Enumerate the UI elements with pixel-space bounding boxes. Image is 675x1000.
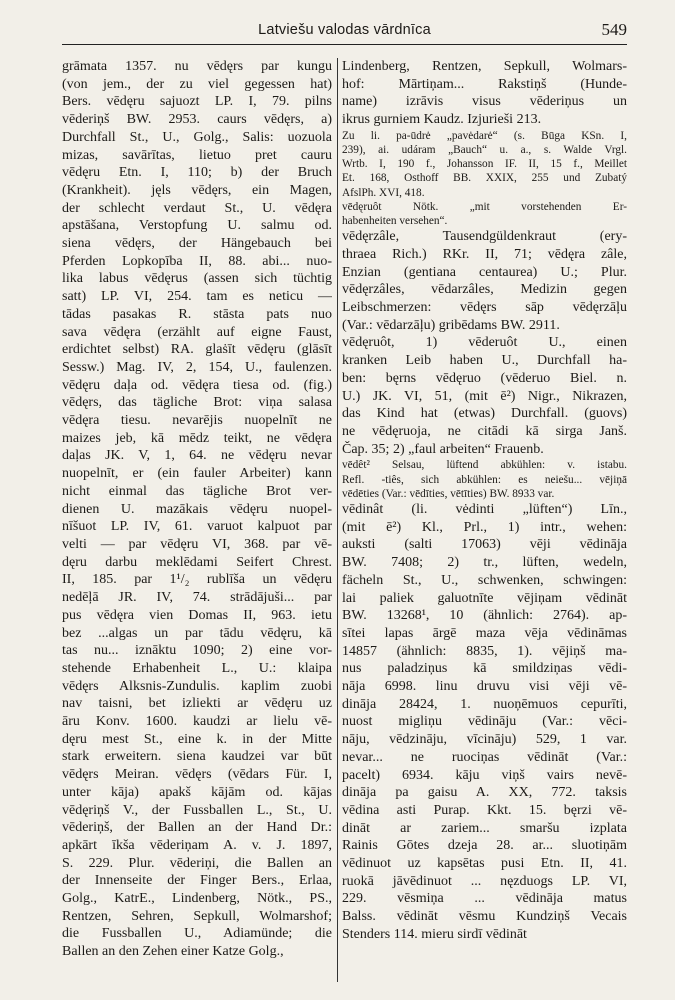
etymology-line: vēdēties (Var.: vēdīties, vētīties) BW. 8933 var. [342,487,555,500]
text-line: sītei lapas ārgē maza vēja vēdināmas [342,625,627,641]
text-line: ben: bęrns vēdęruo (vēderuo Biel. n. [342,370,627,386]
text-line: Balss. vēdināt vēsmu Kundziņš Vecais [342,909,627,925]
text-line: hof: Mārtiņam... Rakstiņš (Hunde- [342,76,627,92]
text-line: sava vēdęra (erzählt auf eigne Faust, [62,324,332,340]
text-line: erdichtet selbst) RA. glaṡīt vēdęru (glāsīt [62,342,332,358]
text-line: vēdinuot uz kapsētas pusi Etn. II, 41. [342,856,627,872]
text-line: ne vēdęruoja, ne citādi kā sirga Janš. [342,423,627,439]
text-line: ruokā jāvēdinuot ... nęzduogs LP. VI, [342,873,627,889]
text-line: Golg., KatrE., Lindenberg, Nötk., PS., [62,891,332,907]
text-line: siena vēdęrs, der Hängebauch bei [62,236,332,252]
text-line: Bers. vēdęru sajuozt LP. I, 79. pilns [62,94,332,110]
etymology-line: vēdęruôt Nötk. „mit vorstehenden Er- [342,200,627,213]
page-header [62,18,627,45]
text-line: mizas, savārītas, lietuo pret cauru [62,147,332,163]
text-line: pus vēdęra vien Domas II, 963. ietu [62,607,332,623]
text-line: vēdinât (li. vėdinti „lüften“) Līn., [342,501,627,517]
text-line: apstāšana, Verstopfung U. salmu od. [62,218,332,234]
text-line: der Innenseite der Finger Bers., Erlaa, [62,873,332,889]
column-divider [337,58,338,982]
text-line: nāja 6998. linu druvu visi vēji vē- [342,679,627,695]
text-line: 229. vēsmiņa ... vēdināja matus [342,891,627,907]
text-line: vēdęrs Alksnis-Zundulis. kaplim zuobi [62,678,332,694]
text-line: dināja pa gaisu A. XX, 772. taksis [342,785,627,801]
text-line: der schlecht verdaut St., U. vēdęra [62,200,332,216]
page-number: 549 [601,20,627,39]
text-line: nevar... ne ruociņas vēdināt (Var.: [342,749,627,765]
text-line: nīšuot LP. IV, 61. varuot kalpuot par [62,519,332,535]
text-line: kranken Leib haben U., Durchfall ha- [342,353,627,369]
text-line: nus paladziņus kā smildziņas vēdi- [342,661,627,677]
text-line: lai paliek galuotnīte vējiņam vēdināt [342,590,627,606]
etymology-line: Wrtb. I, 190 f., Johansson IF. II, 15 f., Meillet [342,158,627,171]
text-line: Rainis Gōtes dzeja 28. ar... sluotiņām [342,838,627,854]
text-line: nicht einmal das tägliche Brot ver- [62,483,332,499]
text-line: auksti (salti 17063) vēji vēdināja [342,537,627,553]
text-line: dienen U. mazākais vēdęru nuopel- [62,501,332,517]
text-line: vēdęrs Meiran. vēdęrs (vēdars Für. I, [62,767,332,783]
text-line: tas nu... iznāktu 1090; 2) eine vor- [62,643,332,659]
text-line: Leibschmerzen: vēdęrs sāp vēdęrzāļu [342,300,627,316]
text-line: satt) LP. VI, 254. tam es neticu — [62,289,332,305]
text-line: tādas pasakas R. stāsta pats nuo [62,306,332,322]
text-line: apkārt īkša vēderiņam A. v. J. 1897, [62,837,332,853]
text-line: nāju, vēdzināju, vīcināju) 529, 1 var. [342,732,627,748]
text-line: U.) JK. VI, 51, (mit ē²) Nigr., Nikrazen, [342,388,627,404]
text-line: stehende Erhabenheit L., U.: klaipa [62,660,332,676]
text-line: BW. 13268¹, 10 (ähnlich: 2764). ap- [342,608,627,624]
etymology-line: 239), ai. udáram „Bauch“ u. a., s. Walde Vrgl. [342,144,627,157]
text-line: vēdęra tiesu. nevarējis nuopelnīt ne [62,413,332,429]
text-line: vēdęriņš V., der Fussballen L., St., U. [62,802,332,818]
text-line: dināt ar zariem... smaršu izplata [342,820,627,836]
etymology-line: Zu li. pa-ūdrė „pavėdarė“ (s. Būga KSn. I, [342,129,627,142]
text-line: pacelt) 6934. kāju viņš vairs nevē- [342,767,627,783]
text-line: 14857 (ähnlich: 8835, 1). vējiņš ma- [342,643,627,659]
text-line: lika labus vēdęrus (assen sich tüchtig [62,271,332,287]
text-line: bez ...algas un par tādu vēdęru, kā [62,625,332,641]
text-line: Durchfall St., U., Golg., Salis: uozuola [62,129,332,145]
text-line: name) izrāvis visus vēderiņus un [342,94,627,110]
etymology-line: AfslPh. XVI, 418. [342,186,425,199]
text-line: thraea Rich.) RKr. II, 71; vēdęra zâle, [342,246,627,262]
text-line: dęru mest St., eine k. in der Mitte [62,731,332,747]
etymology-line: vēdêt² Selsau, lüftend abkühlen: v. istabu. [342,459,627,472]
text-line: Čap. 35; 2) „faul arbeiten“ Frauenb. [342,441,544,457]
text-line: āru Konv. 1600. kaudzi ar lielu vē- [62,714,332,730]
text-line: vēdęrzâles, vēdarzâles, Medizin gegen [342,282,627,298]
text-line: Stenders 114. mieru sirdī vēdināt [342,926,527,942]
text-line: Enzian (gentiana centaurea) U.; Plur. [342,264,627,280]
etymology-line: habenheiten versehen“. [342,215,448,228]
text-line: daļas JK. V, 1, 64. ne vēdęru nevar [62,448,332,464]
text-line: nav taisni, bet izliekti ar vēdęru uz [62,696,332,712]
etymology-line: Et. 168, Osthoff BB. XXIX, 255 und Zubatý [342,172,627,185]
running-title: Latviešu valodas vārdnīca [258,22,431,38]
text-line: (von jem., der zu viel gegessen hat) [62,76,332,92]
text-line: Pferden Lopkopība II, 88. abi... nuo- [62,253,332,269]
text-line: vēderiņš BW. 2953. caurs vēdęrs, a) [62,112,332,128]
text-line: stark erweitern. siena kaudzei var būt [62,749,332,765]
text-line: velti — par vēdęru VI, 368. par vē- [62,536,332,552]
text-line: Ballen an den Zehen einer Katze Golg., [62,944,284,960]
text-line: vēdęru Etn. I, 110; b) der Bruch [62,165,332,181]
text-line: S. 229. Plur. vēderiņi, die Ballen an [62,855,332,871]
text-line: unter kāja) apakš kājām od. kājas [62,784,332,800]
text-line: vēdęruôt, 1) vēderuôt U., einen [342,335,627,351]
text-line: fächeln St., U., schwenken, schwingen: [342,572,627,588]
text-line: Rentzen, Sehren, Sepkull, Wolmarshof; [62,908,332,924]
text-line: nuost migliņu vēdināju (Var.: vēci- [342,714,627,730]
text-line: (Krankheit). jęls vēdęrs, ein Magen, [62,182,332,198]
text-line: dināja 28424, 1. nuoņēmuos cepurīti, [342,696,627,712]
text-line: vēdęru daļa od. vēdęra tiesa od. (fig.) [62,377,332,393]
text-line: II, 185. par 1¹/₂ rublīša un vēdęru [62,572,332,588]
etymology-line: Refl. -tiês, sich abkühlen: es neiešu... vējiņā [342,473,627,486]
text-line: das Kind hat (etwas) Durchfall. (guovs) [342,406,627,422]
text-line: BW. 7408; 2) tr., lüften, wedeln, [342,555,627,571]
text-line: (Var.: vēdarzāļu) gribēdams BW. 2911. [342,317,560,333]
text-line: vēdęrzâle, Tausendgüldenkraut (ery- [342,229,627,245]
left-column [62,58,332,982]
text-line: Lindenberg, Rentzen, Sepkull, Wolmars- [342,59,627,74]
text-line: vēdina asti Purap. Kkt. 15. bęrzi vē- [342,802,627,818]
text-line: maizes jeb, kā mēdz teikt, ne vēdęra [62,430,332,446]
text-line: dęru darbu meklēdami Seifert Chrest. [62,554,332,570]
text-line: (mit ē²) Kl., Prl., 1) intr., wehen: [342,519,627,535]
text-line: vēderiņš, der Ballen an der Hand Dr.: [62,820,332,836]
text-line: grāmata 1357. nu vēdęrs par kungu [62,59,332,74]
text-line: die Fussballen U., Adiamünde; die [62,926,332,942]
text-columns [62,58,627,982]
text-line: Sessw.) Mag. IV, 2, 154, U., faulenzen. [62,359,332,375]
text-line: nuopelnīt, er (ein fauler Arbeiter) kann [62,466,332,482]
text-line: nedēļā JR. IV, 74. strādājuši... par [62,590,332,606]
right-column [342,58,627,982]
text-line: vēdęrs, das tägliche Brot: viņa salasa [62,395,332,411]
text-line: ikrus gurniem Kaudz. Izjurieši 213. [342,112,542,128]
